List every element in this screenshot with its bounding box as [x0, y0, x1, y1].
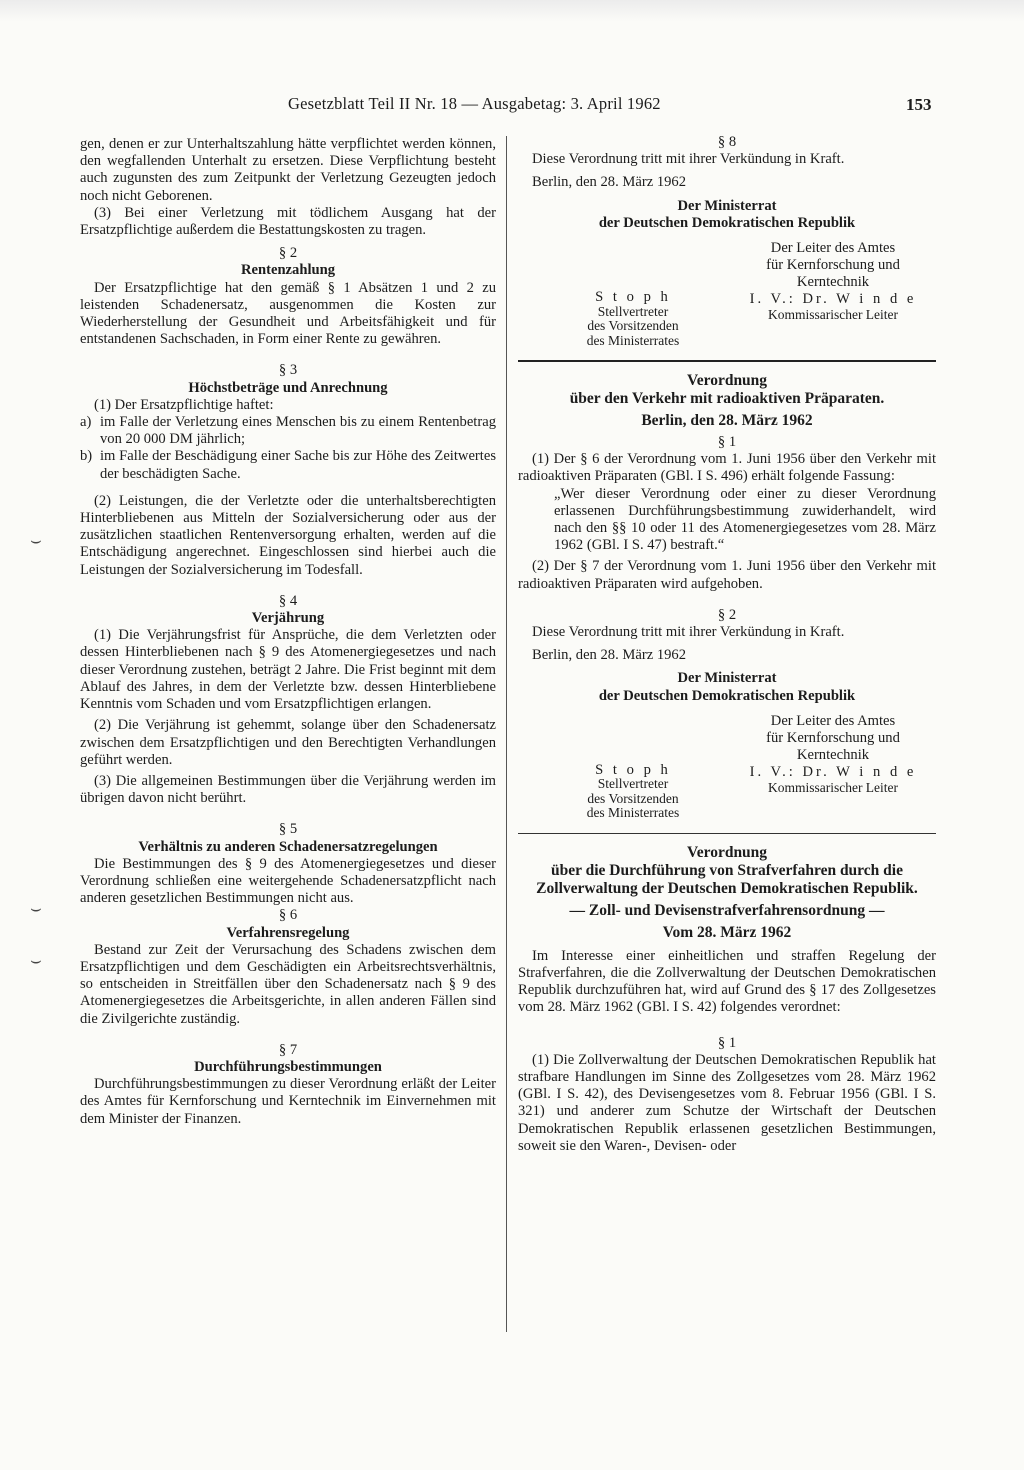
office-title: Kerntechnik [796, 747, 870, 764]
section-3-paragraph-1: (1) Der Ersatzpflichtige haftet: [94, 396, 274, 413]
section-2-number: § 2 [278, 245, 298, 262]
margin-tick-mark: ⌣ [30, 950, 42, 970]
section-7-text: Durchführungsbestimmungen zu dieser Verordnung erläßt der Leiter des Amtes für Kernforschung und Kerntechnik im Einvernehmen mit dem Minister der Finanzen. [80, 1076, 496, 1127]
ordinance-date: Vom 28. März 1962 [662, 923, 792, 941]
section-3-number: § 3 [278, 362, 298, 379]
section-1-paragraph-1: (1) Der § 6 der Verordnung vom 1. Juni 1956 über den Verkehr mit radioaktiven Präparaten (GBl. I S. 496) erhält folgende Fassung: [518, 451, 936, 485]
signatory-role: des Vorsitzenden [587, 318, 679, 334]
section-8-number: § 8 [717, 134, 737, 150]
list-item: a) im Falle der Verletzung eines Menschen bis zu einem Rentenbetrag von 20 000 DM jährlich; [80, 414, 496, 448]
section-4-paragraph-2: (2) Die Verjährung ist gehemmt, solange über den Schadenersatz zwischen dem Ersatzpflichtigen und den Berechtigten Verhandlungen geführt werden. [80, 717, 496, 768]
section-2-text: Diese Verordnung tritt mit ihrer Verkündung in Kraft. [532, 624, 845, 641]
section-5-number: § 5 [278, 821, 298, 838]
section-5-text: Die Bestimmungen des § 9 des Atomenergiegesetzes und dieser Verordnung schließen eine weitergehende Schadenersatzpflicht nach anderen gesetzlichen Bestimmungen nicht aus. [80, 855, 496, 907]
office-title: für Kernforschung und [766, 730, 900, 747]
signatory-role: Stellvertreter [597, 776, 669, 792]
signatory-role: Kommissarischer Leiter [767, 779, 899, 795]
section-3-paragraph-2: (2) Leistungen, die der Verletzte oder die unterhaltsberechtigten Hinterbliebenen aus Mitteln der Sozialversicherung oder aus der zusätzlichen staatlichen Rentenversorgung erhalten, werden auf die Entschädigung angerechnet. Eingeschlossen sind hierbei auch die Leistungen der Sozialversicherung im Todesfall. [80, 492, 496, 578]
institution-name: der Deutschen Demokratischen Republik [598, 687, 856, 704]
institution-name: Der Ministerrat [677, 670, 777, 687]
right-column [518, 134, 936, 1155]
signatory-role: des Ministerrates [586, 332, 680, 348]
section-6-text: Bestand zur Zeit der Verursachung des Schadens zwischen dem Ersatzpflichtigen und dem Geschädigten ein Arbeitsrechtsverhältnis, so entscheiden in Streitfällen über den Schadenersatz nach § 9 des Atomenergiegesetzes die Arbeitsgerichte, in allen anderen Fällen sind die Zivilgerichte zuständig. [80, 941, 496, 1027]
page-edge-shadow [0, 0, 1024, 22]
signatory-role: Stellvertreter [597, 303, 669, 319]
section-8-text: Diese Verordnung tritt mit ihrer Verkündung in Kraft. [532, 151, 845, 168]
left-column [80, 136, 496, 1128]
section-4-number: § 4 [278, 592, 298, 609]
quoted-text: „Wer dieser Verordnung oder einer zu dieser Verordnung erlassenen Durchführungsbestimmung zuwiderhandelt, wird nach den §§ 10 oder 11 des Atomenergiegesetzes vom 28. März 1962 (GBl. I S. 47) bestraft.“ [554, 485, 936, 554]
institution-name: Der Ministerrat [677, 197, 777, 214]
office-title: Der Leiter des Amtes [770, 712, 896, 729]
ordinance-subtitle: über den Verkehr mit radioaktiven Präparaten. [569, 390, 885, 408]
list-item: b) im Falle der Beschädigung einer Sache bis zur Höhe des Zeitwertes der beschädigten Sache. [80, 448, 496, 482]
office-title: für Kernforschung und [766, 257, 900, 274]
section-4-heading: Verjährung [251, 610, 325, 627]
signatory-name: I. V.: Dr. W i n d e [749, 291, 917, 308]
signatory-name: S t o p h [595, 761, 671, 778]
date-line: Berlin, den 28. März 1962 [532, 174, 687, 191]
preamble: Im Interesse einer einheitlichen und straffen Regelung der Strafverfahren, die die Zollverwaltung der Deutschen Demokratischen Republik durchzuführen hat, wird auf Grund des § 17 des Zollgesetzes vom 28. März 1962 (GBl. I S. 42) folgendes verordnet: [518, 947, 936, 1016]
section-7-heading: Durchführungsbestimmungen [194, 1058, 382, 1075]
section-2-heading: Rentenzahlung [240, 262, 336, 279]
signatory-role: des Vorsitzenden [587, 790, 679, 806]
separator-rule [518, 360, 936, 362]
section-6-number: § 6 [278, 907, 298, 924]
paragraph-continuation: gen, denen er zur Unterhaltszahlung hätte verpflichtet werden können, den wegfallenden Unterhalt zu ersetzen. Diese Verpflichtung besteht auch zugunsten des zum Zeitpunkt der Verletzung Gezeugten jedoch noch nicht Geborenen. [80, 136, 496, 204]
page-header: Gesetzblatt Teil II Nr. 18 — Ausgabetag: 3. April 1962 [288, 94, 661, 113]
section-7-number: § 7 [278, 1041, 298, 1058]
signatory-role: Kommissarischer Leiter [767, 307, 899, 323]
office-title: Der Leiter des Amtes [770, 240, 896, 257]
ordinance-date: Berlin, den 28. März 1962 [641, 412, 813, 430]
section-2-text: Der Ersatzpflichtige hat den gemäß § 1 Absätzen 1 und 2 zu leistenden Schadenersatz, ausgenommen die Kosten zur Wiederherstellung der Gesundheit und Arbeitsfähigkeit und für entstandenen Sachschaden, in Form einer Rente zu gewähren. [80, 279, 496, 348]
date-line: Berlin, den 28. März 1962 [532, 647, 687, 664]
section-1-number: § 1 [717, 434, 737, 451]
signatory-role: des Ministerrates [586, 805, 680, 821]
ordinance-title: Verordnung [686, 372, 768, 390]
section-1-paragraph-1: (1) Die Zollverwaltung der Deutschen Demokratischen Republik hat strafbare Handlungen im Sinne des Zollgesetzes vom 28. März 1962 (GBl. I S. 42), des Devisengesetzes vom 8. Februar 1956 (GBl. I S. 321) und anderer zum Schutze der Wirtschaft der Deutschen Demokratischen Republik erlassenen gesetzlichen Bestimmungen, soweit sie den Waren-, Devisen- oder [518, 1051, 936, 1154]
signature-block [518, 240, 936, 352]
section-6-heading: Verfahrensregelung [226, 924, 350, 941]
margin-tick-mark: ⌣ [30, 530, 42, 550]
section-4-paragraph-1: (1) Die Verjährungsfrist für Ansprüche, die dem Verletzten oder dessen Hinterbliebenen nach § 9 des Atomenergiegesetzes und nach dieser Verordnung zustehen, beträgt 2 Jahre. Die Frist beginnt mit dem Ablauf des Jahres, in dem der Verletzte bzw. dessen Hinterbliebene Kenntnis vom Schaden und vom Ersatzpflichtigen erlangen. [80, 627, 496, 713]
section-2-number: § 2 [717, 606, 737, 623]
margin-tick-mark: ⌣ [30, 898, 42, 918]
column-divider [506, 136, 507, 1332]
section-4-paragraph-3: (3) Die allgemeinen Bestimmungen über die Verjährung werden im übrigen davon nicht berührt. [80, 772, 496, 807]
signatory-name: I. V.: Dr. W i n d e [749, 763, 917, 780]
paragraph-3: (3) Bei einer Verletzung mit tödlichem Ausgang hat der Ersatzpflichtige außerdem die Bestattungskosten zu tragen. [80, 204, 496, 239]
section-5-heading: Verhältnis zu anderen Schadenersatzregelungen [138, 838, 438, 855]
section-1-paragraph-2: (2) Der § 7 der Verordnung vom 1. Juni 1956 über den Verkehr mit radioaktiven Präparaten wird aufgehoben. [518, 558, 936, 592]
separator-rule [518, 833, 936, 834]
signatory-name: S t o p h [595, 289, 671, 306]
page-number: 153 [906, 95, 932, 114]
institution-name: der Deutschen Demokratischen Republik [598, 214, 856, 231]
office-title: Kerntechnik [796, 274, 870, 291]
ordinance-title: Verordnung [686, 843, 768, 861]
signature-block [518, 713, 936, 825]
ordinance-short-title: — Zoll- und Devisenstrafverfahrensordnung — [569, 901, 885, 919]
section-3-heading: Höchstbeträge und Anrechnung [188, 379, 388, 396]
ordinance-subtitle: über die Durchführung von Strafverfahren durch die Zollverwaltung der Deutschen Demokratischen Republik. [536, 861, 918, 897]
section-1-number: § 1 [717, 1034, 737, 1051]
